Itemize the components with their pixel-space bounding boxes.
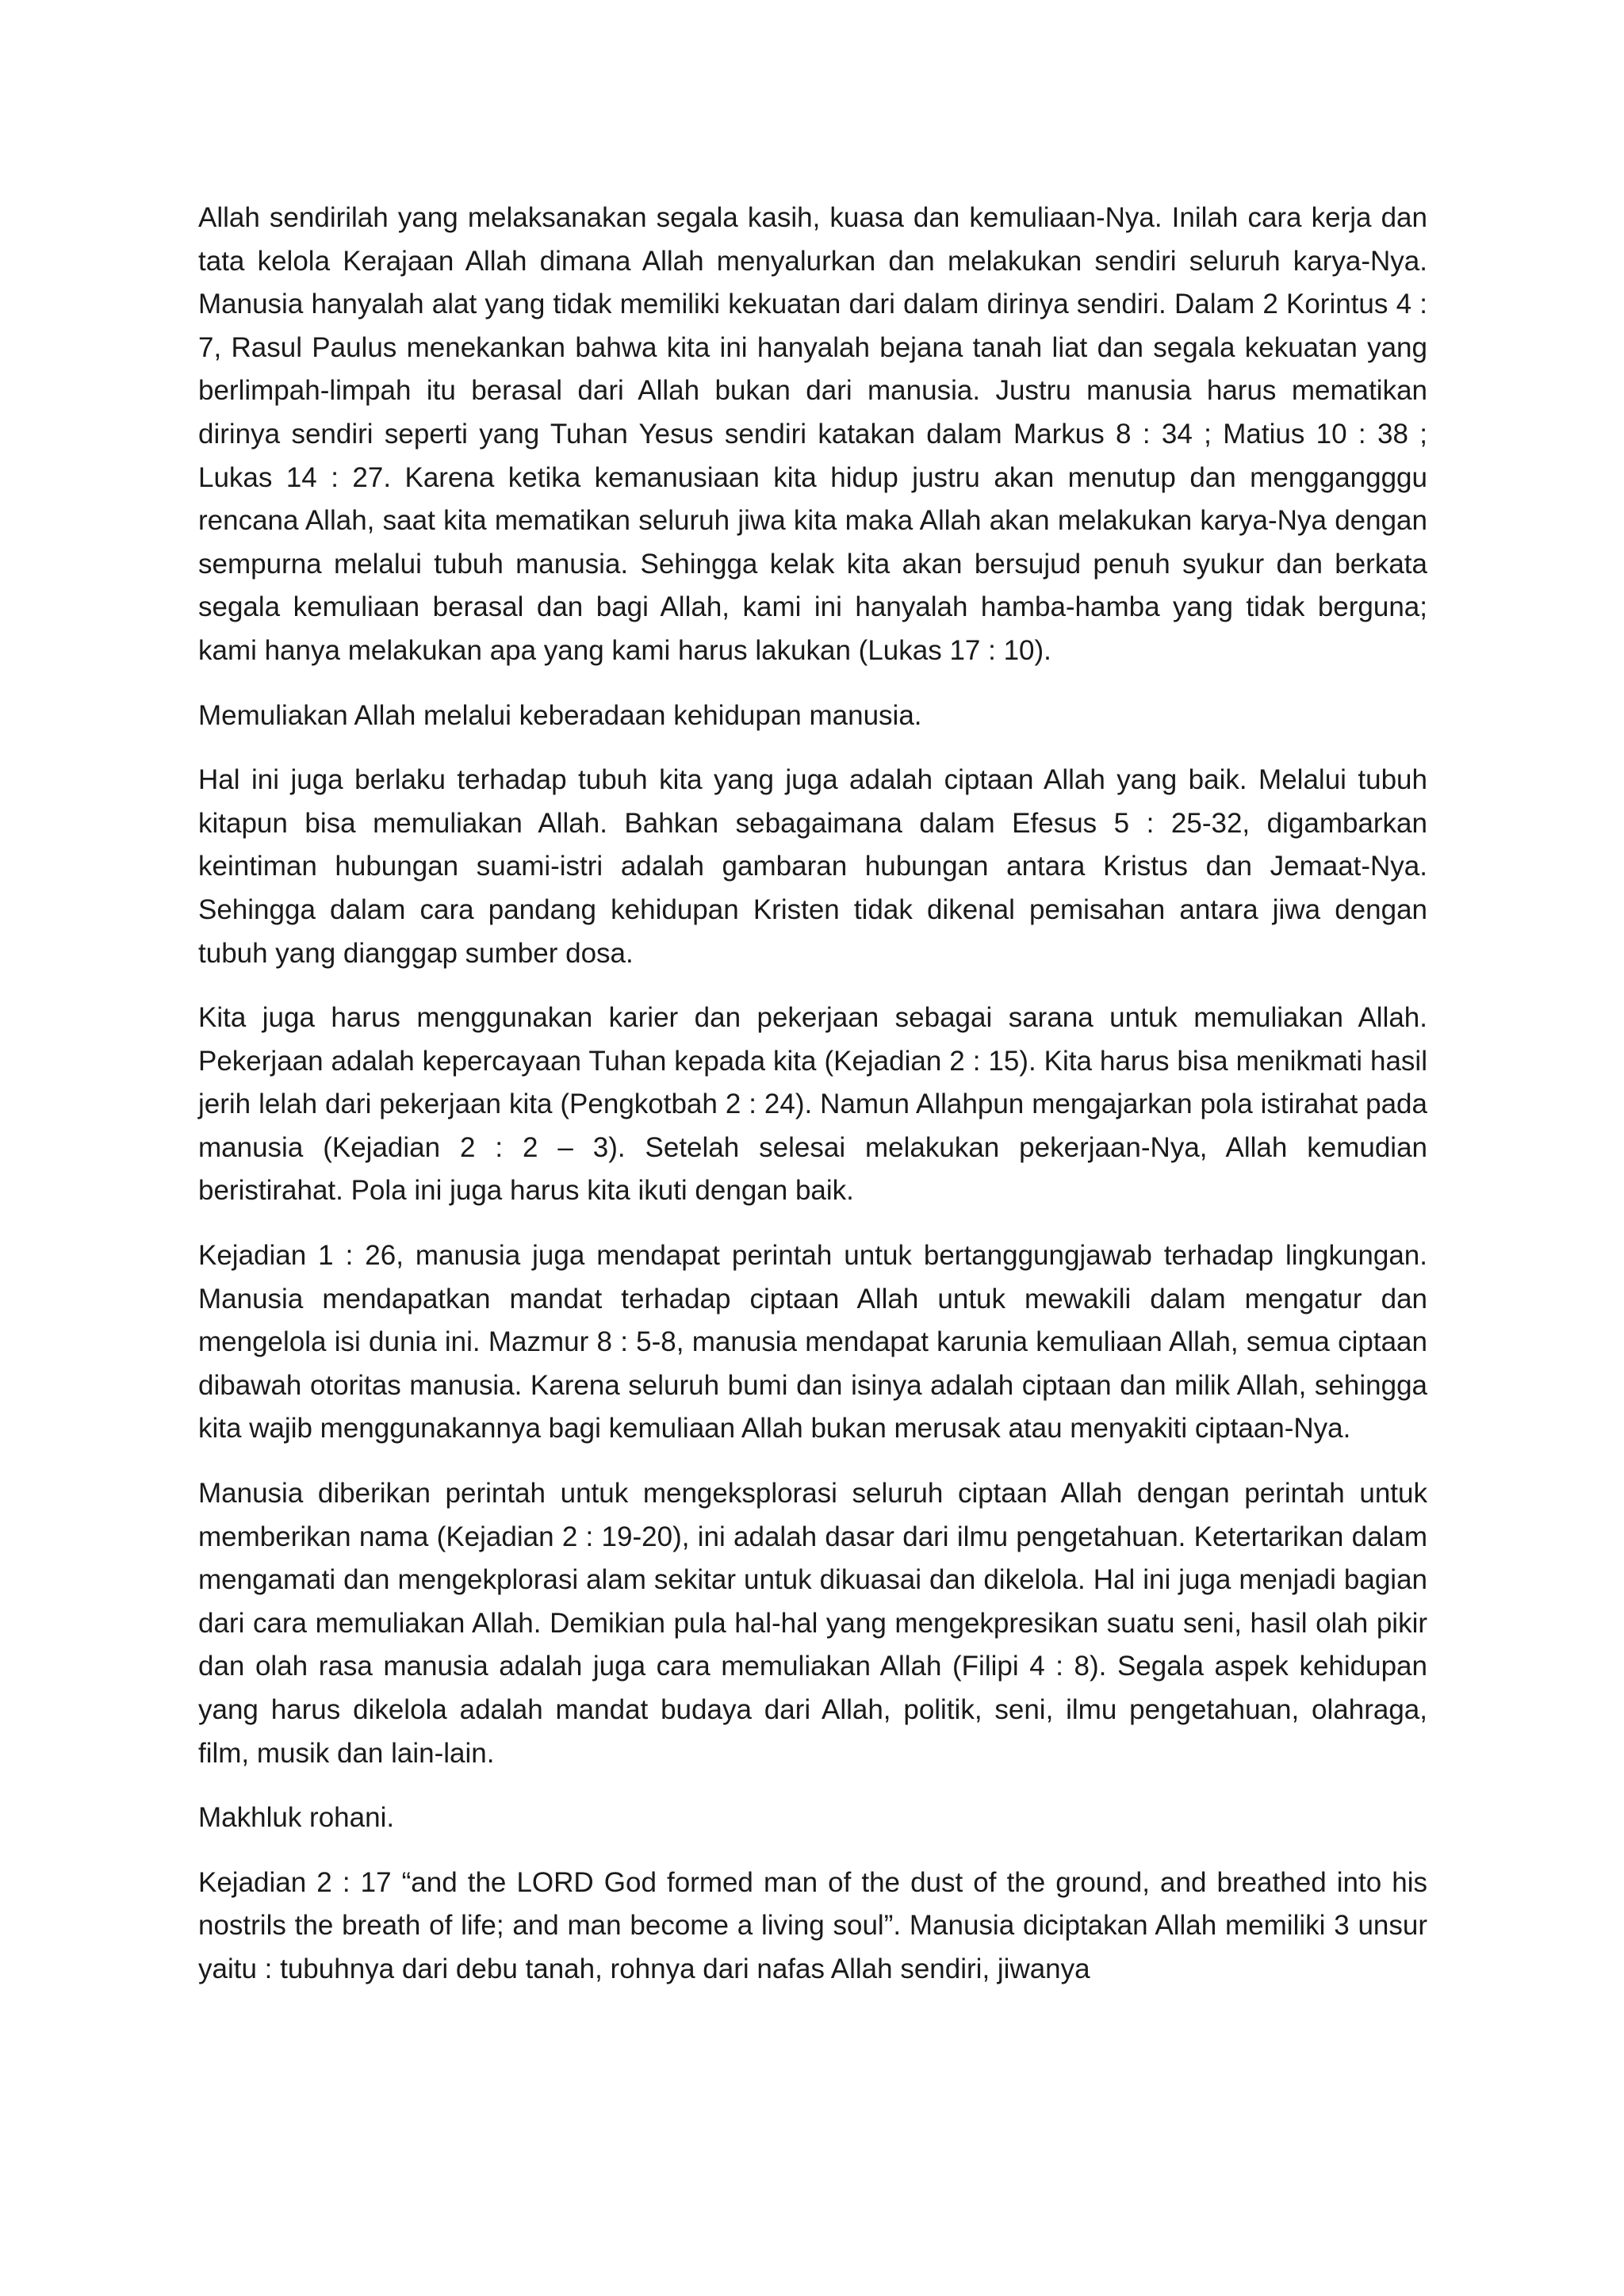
section-heading-makhluk-rohani: Makhluk rohani. [198,1802,395,1834]
document-page [198,197,1427,2013]
paragraph-6: Kejadian 2 : 17 “and the LORD God formed man of the dust of the ground, and breathed into his nostrils the breath of life; and man become a living soul”. Manusia diciptakan Allah memiliki 3 unsur yaitu : tubuhnya dari debu tanah, rohnya dari nafas Allah sendiri, jiwanya [198,1866,1427,1984]
paragraph-3: Kita juga harus menggunakan karier dan pekerjaan sebagai sarana untuk memuliakan Allah. Pekerjaan adalah kepercayaan Tuhan kepada kita (Kejadian 2 : 15). Kita harus bisa menikmati hasil jerih lelah dari pekerjaan kita (Pengkotbah 2 : 24). Namun Allahpun mengajarkan pola istirahat pada manusia (Kejadian 2 : 2 – 3). Setelah selesai melakukan pekerjaan-Nya, Allah kemudian beristirahat. Pola ini juga harus kita ikuti dengan baik. [198,1002,1427,1207]
paragraph-5: Manusia diberikan perintah untuk mengeksplorasi seluruh ciptaan Allah dengan perintah untuk memberikan nama (Kejadian 2 : 19-20), ini adalah dasar dari ilmu pengetahuan. Ketertarikan dalam mengamati dan mengekplorasi alam sekitar untuk dikuasai dan dikelola. Hal ini juga menjadi bagian dari cara memuliakan Allah. Demikian pula hal-hal yang mengekpresikan suatu seni, hasil olah pikir dan olah rasa manusia adalah juga cara memuliakan Allah (Filipi 4 : 8). Segala aspek kehidupan yang harus dikelola adalah mandat budaya dari Allah, politik, seni, ilmu pengetahuan, olahraga, film, musik dan lain-lain. [198,1478,1427,1769]
paragraph-1: Allah sendirilah yang melaksanakan segala kasih, kuasa dan kemuliaan-Nya. Inilah cara kerja dan tata kelola Kerajaan Allah dimana Allah menyalurkan dan melakukan sendiri seluruh karya-Nya. Manusia hanyalah alat yang tidak memiliki kekuatan dari dalam dirinya sendiri. Dalam 2 Korintus 4 : 7, Rasul Paulus menekankan bahwa kita ini hanyalah bejana tanah liat dan segala kekuatan yang berlimpah-limpah itu berasal dari Allah bukan dari manusia. Justru manusia harus mematikan dirinya sendiri seperti yang Tuhan Yesus sendiri katakan dalam Markus 8 : 34 ; Matius 10 : 38 ; Lukas 14 : 27. Karena ketika kemanusiaan kita hidup justru akan menutup dan menggangggu rencana Allah, saat kita mematikan seluruh jiwa kita maka Allah akan melakukan karya-Nya dengan sempurna melalui tubuh manusia. Sehingga kelak kita akan bersujud penuh syukur dan berkata segala kemuliaan berasal dan bagi Allah, kami ini hanyalah hamba-hamba yang tidak berguna; kami hanya melakukan apa yang kami harus lakukan (Lukas 17 : 10). [198,202,1427,666]
section-heading-memuliakan-allah: Memuliakan Allah melalui keberadaan kehidupan manusia. [198,699,922,731]
paragraph-2: Hal ini juga berlaku terhadap tubuh kita yang juga adalah ciptaan Allah yang baik. Melalui tubuh kitapun bisa memuliakan Allah. Bahkan sebagaimana dalam Efesus 5 : 25-32, digambarkan keintiman hubungan suami-istri adalah gambaran hubungan antara Kristus dan Jemaat-Nya. Sehingga dalam cara pandang kehidupan Kristen tidak dikenal pemisahan antara jiwa dengan tubuh yang dianggap sumber dosa. [198,764,1427,969]
paragraph-4: Kejadian 1 : 26, manusia juga mendapat perintah untuk bertanggungjawab terhadap lingkungan. Manusia mendapatkan mandat terhadap ciptaan Allah untuk mewakili dalam mengatur dan mengelola isi dunia ini. Mazmur 8 : 5-8, manusia mendapat karunia kemuliaan Allah, semua ciptaan dibawah otoritas manusia. Karena seluruh bumi dan isinya adalah ciptaan dan milik Allah, sehingga kita wajib menggunakannya bagi kemuliaan Allah bukan merusak atau menyakiti ciptaan-Nya. [198,1240,1427,1445]
